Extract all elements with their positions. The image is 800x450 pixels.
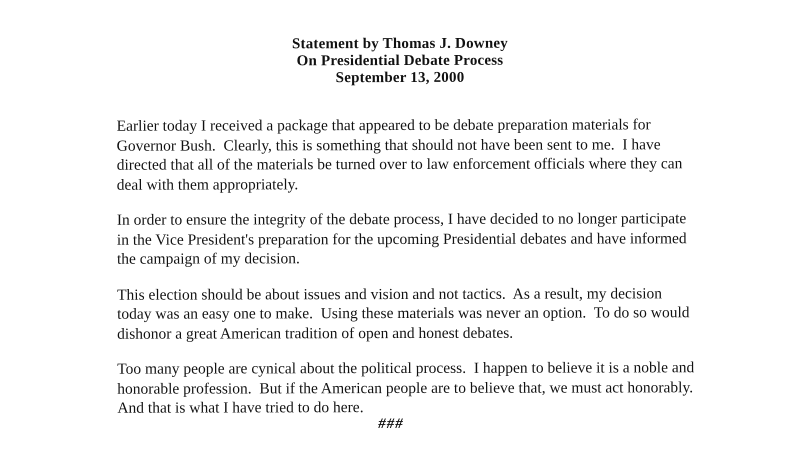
end-mark: ### <box>378 416 404 432</box>
paragraph-issues-and-vision: This election should be about issues and vision and not tactics. As a result, my decision today was an easy one to make. Using these materials was never an option. To do so would dishonor a great American tradition of open and honest debates. <box>117 284 694 343</box>
title-line-date: September 13, 2000 <box>335 69 465 87</box>
paragraph-withdraw-from-prep: In order to ensure the integrity of the debate process, I have decided to no longer participate in the Vice President's preparation for the upcoming Presidential debates and have informed the campaign of my decision. <box>116 210 691 268</box>
paragraph-political-process: Too many people are cynical about the political process. I happen to believe it is a noble and honorable profession. But if the American people are to believe that, we must act honorably. And that is what I have tried to do here. <box>117 359 700 417</box>
document-body <box>117 115 698 434</box>
paragraph-package-received: Earlier today I received a package that appeared to be debate preparation materials for Governor Bush. Clearly, this is something that should not have been sent to me. I have directed that all of the materials be turned over to law enforcement officials where they can deal with them appropriately. <box>116 116 687 194</box>
title-line-statement: Statement by Thomas J. Downey <box>291 35 508 53</box>
document-title-block <box>0 35 800 88</box>
title-line-subject: On Presidential Debate Process <box>296 52 504 70</box>
